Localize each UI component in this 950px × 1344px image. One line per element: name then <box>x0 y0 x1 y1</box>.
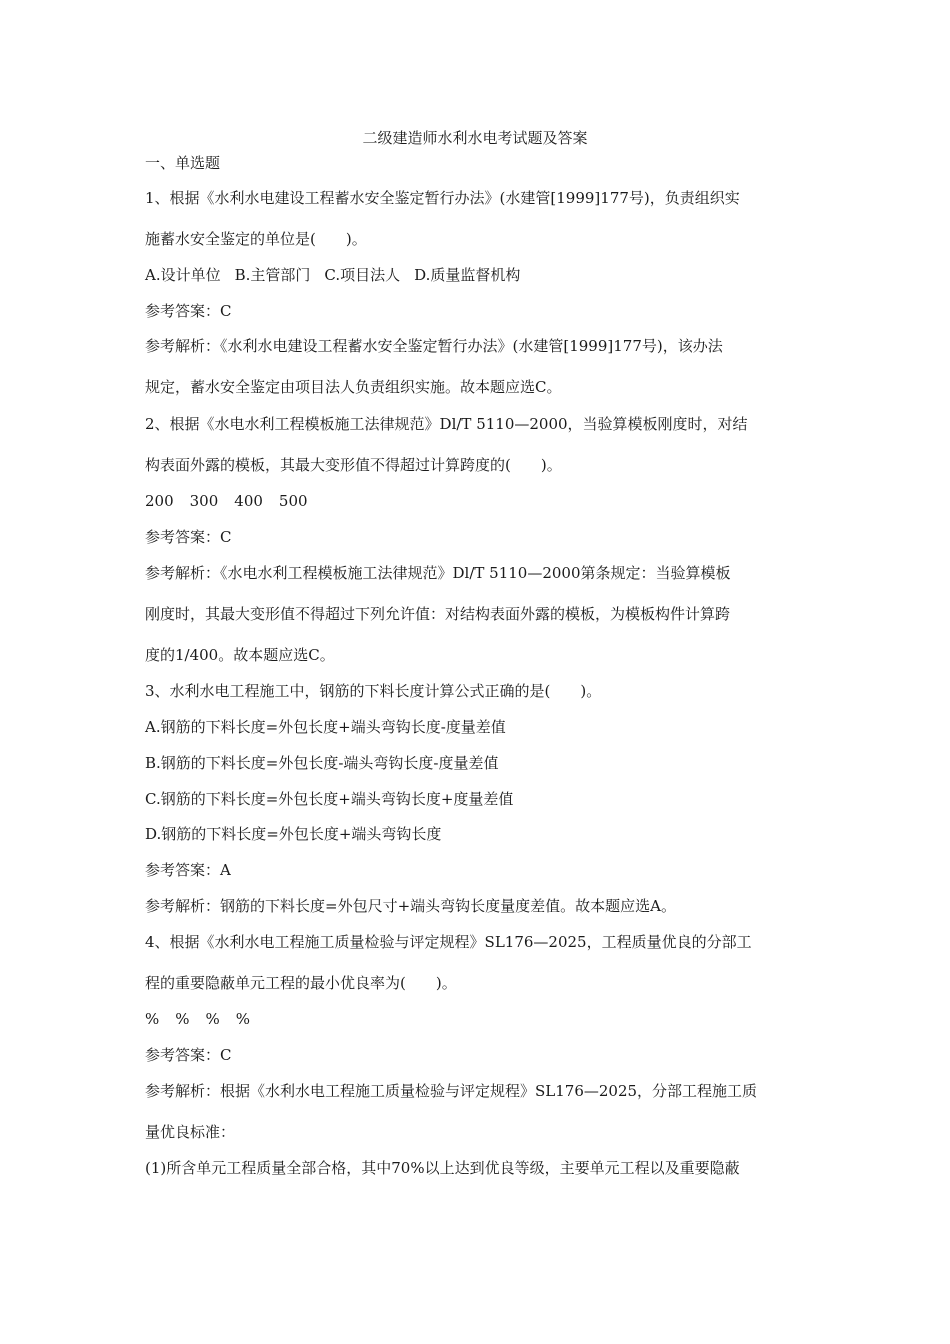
q4-option-d: % <box>235 1010 251 1028</box>
q3-answer: 参考答案：A <box>145 861 231 879</box>
q4-option-b: % <box>175 1010 190 1028</box>
q3-option-d: D.钢筋的下料长度=外包长度+端头弯钩长度 <box>145 825 442 843</box>
q4-option-a: % <box>145 1010 160 1028</box>
q2-option-d: 500 <box>278 492 308 510</box>
q1-analysis-line2: 规定，蓄水安全鉴定由项目法人负责组织实施。故本题应选C。 <box>145 378 562 396</box>
q4-options <box>145 1009 250 1029</box>
q2-stem-line1: 2、根据《水电水利工程模板施工法律规范》Dl/T 5110—2000，当验算模板刚度时，对结 <box>145 415 748 433</box>
q2-analysis-line2: 刚度时，其最大变形值不得超过下列允许值：对结构表面外露的模板，为模板构件计算跨 <box>145 605 731 623</box>
q2-option-b: 300 <box>189 492 219 510</box>
q3-stem: 3、水利水电工程施工中，钢筋的下料长度计算公式正确的是( )。 <box>145 682 602 700</box>
q3-option-a: A.钢筋的下料长度=外包长度+端头弯钩长度-度量差值 <box>145 718 506 736</box>
q1-option-c: C.项目法人 <box>324 266 401 284</box>
q4-analysis-line1: 参考解析：根据《水利水电工程施工质量检验与评定规程》SL176—2025，分部工程施工质 <box>145 1082 758 1100</box>
q1-analysis-line1: 参考解析：《水利水电建设工程蓄水安全鉴定暂行办法》(水建管[1999]177号)，该办法 <box>145 337 723 355</box>
q3-option-b: B.钢筋的下料长度=外包长度-端头弯钩长度-度量差值 <box>145 754 499 772</box>
document-title: 二级建造师水利水电考试题及答案 <box>362 129 588 147</box>
q2-option-c: 400 <box>234 492 263 510</box>
q4-answer: 参考答案：C <box>145 1046 232 1064</box>
q3-option-c: C.钢筋的下料长度=外包长度+端头弯钩长度+度量差值 <box>145 790 514 808</box>
section-heading: 一、单选题 <box>145 154 221 172</box>
q1-stem-line2: 施蓄水安全鉴定的单位是( )。 <box>145 230 367 248</box>
q2-stem-line2: 构表面外露的模板，其最大变形值不得超过计算跨度的( )。 <box>145 456 562 474</box>
q4-stem-line2: 程的重要隐蔽单元工程的最小优良率为( )。 <box>145 974 457 992</box>
q2-answer: 参考答案：C <box>145 528 232 546</box>
q4-analysis-line2: 量优良标准： <box>145 1123 236 1141</box>
q2-analysis-line1: 参考解析：《水电水利工程模板施工法律规范》Dl/T 5110—2000第条规定：当验算模板 <box>145 564 731 582</box>
q1-option-b: B.主管部门 <box>234 266 311 284</box>
q4-option-c: % <box>205 1010 220 1028</box>
q2-options <box>145 491 308 511</box>
q1-option-a: A.设计单位 <box>145 266 221 284</box>
q4-stem-line1: 4、根据《水利水电工程施工质量检验与评定规程》SL176—2025，工程质量优良的分部工 <box>145 933 752 951</box>
q2-option-a: 200 <box>145 492 174 510</box>
q1-options <box>145 265 520 285</box>
q2-analysis-line3: 度的1/400。故本题应选C。 <box>145 646 335 664</box>
q4-analysis-line3: (1)所含单元工程质量全部合格，其中70%以上达到优良等级，主要单元工程以及重要隐蔽 <box>145 1159 740 1177</box>
q1-option-d: D.质量监督机构 <box>414 266 521 284</box>
q3-analysis: 参考解析：钢筋的下料长度=外包尺寸+端头弯钩长度量度差值。故本题应选A。 <box>145 897 676 915</box>
q1-stem-line1: 1、根据《水利水电建设工程蓄水安全鉴定暂行办法》(水建管[1999]177号)，负责组织实 <box>145 189 740 207</box>
q1-answer: 参考答案：C <box>145 302 232 320</box>
